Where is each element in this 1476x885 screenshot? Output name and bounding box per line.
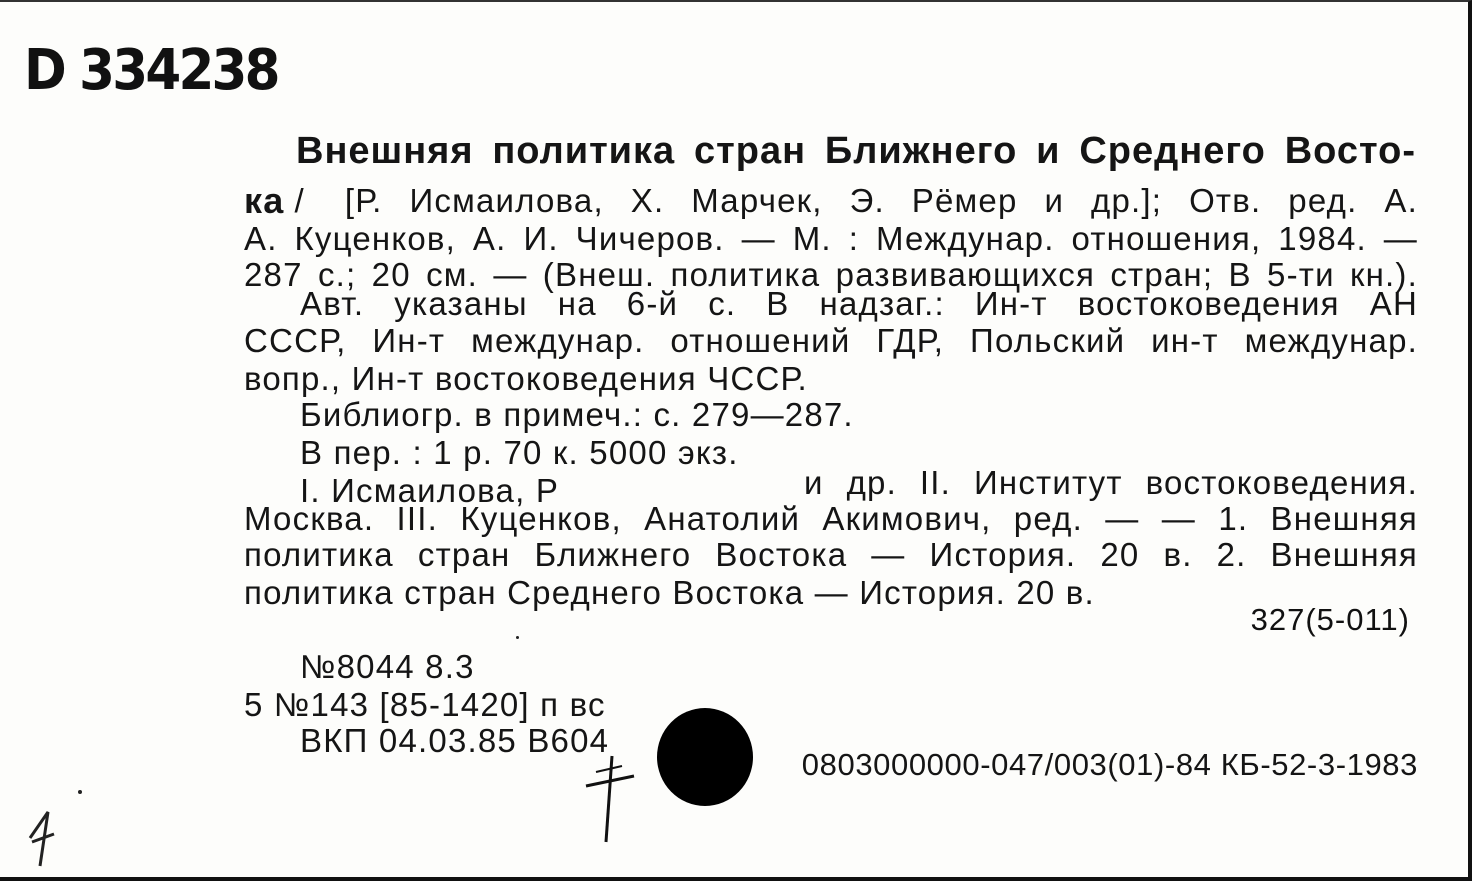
entry-line-11: Москва. III. Куценков, Анатолий Акимович, ред. — — 1. Внешняя xyxy=(244,500,1418,537)
entry-line-3: А. Куценков, А. И. Чичеров. — М. : Междунар. отношения, 1984. — xyxy=(244,220,1418,257)
entry-line-13: политика стран Среднего Востока — История. 20 в. xyxy=(244,574,1095,611)
slash-mark: / xyxy=(294,182,305,219)
entry-line-10-part-a: I. Исмаилова, Р xyxy=(300,472,560,509)
udc-index: 327(5-011) xyxy=(1250,602,1410,637)
entry-line-8: Библиогр. в примеч.: с. 279—287. xyxy=(300,396,854,433)
entry-line-5: Авт. указаны на 6-й с. В надзаг.: Ин-т востоковедения АН xyxy=(300,285,1418,322)
entry-line-4: 287 с.; 20 см. — (Внеш. политика развивающихся стран; В 5-ти кн.). xyxy=(244,256,1418,293)
ink-speck xyxy=(516,636,519,639)
call-number: D 334238 xyxy=(24,38,278,103)
responsibility-text: [Р. Исмаилова, Х. Марчек, Э. Рёмер и др.]; Отв. ред. А. xyxy=(344,182,1418,219)
entry-line-12: политика стран Ближнего Востока — История. 20 в. 2. Внешняя xyxy=(244,536,1418,573)
entry-line-6: СССР, Ин-т междунар. отношений ГДР, Польский ин-т междунар. xyxy=(244,322,1418,359)
title-ending: ка xyxy=(244,180,285,221)
print-info: 5 №143 [85-1420] п вс xyxy=(244,686,606,723)
entry-line-2 xyxy=(244,180,1418,221)
catalog-code: 0803000000-047/003(01)-84 КБ-52-3-1983 xyxy=(801,748,1418,782)
title-line: Внешняя политика стран Ближнего и Среднего Восто- xyxy=(296,130,1416,172)
order-number: №8044 8.3 xyxy=(300,648,475,685)
vkp-info: ВКП 04.03.85 В604 xyxy=(300,722,610,759)
entry-line-10-part-b: и др. II. Институт востоковедения. xyxy=(804,464,1418,501)
entry-line-7: вопр., Ин-т востоковедения ЧССР. xyxy=(244,360,808,397)
ink-stamp-dot xyxy=(657,708,753,806)
entry-line-9: В пер. : 1 р. 70 к. 5000 экз. xyxy=(300,434,739,471)
handwritten-scribble xyxy=(582,746,640,846)
margin-pencil-mark xyxy=(26,808,60,868)
ink-speck xyxy=(78,790,82,794)
